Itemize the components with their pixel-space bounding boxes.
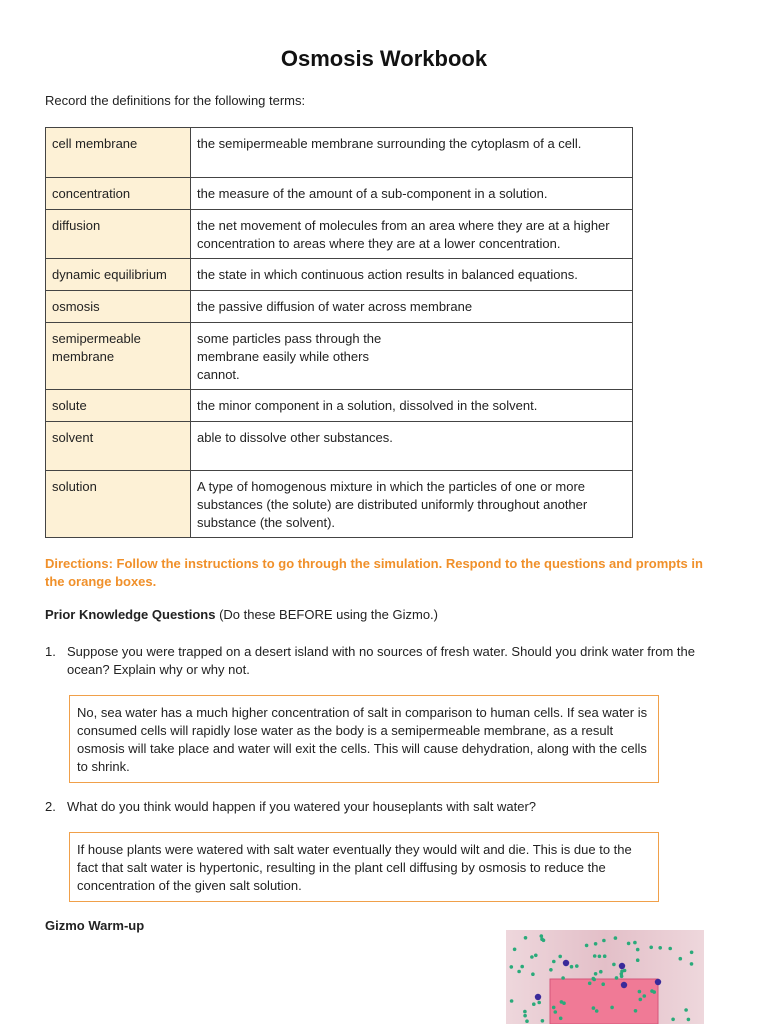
- definition-cell[interactable]: the passive diffusion of water across membrane: [191, 291, 633, 323]
- definition-cell[interactable]: the state in which continuous action results in balanced equations.: [191, 259, 633, 291]
- water-particle: [633, 941, 637, 945]
- term-cell: osmosis: [46, 291, 191, 323]
- water-particle: [595, 1009, 599, 1013]
- table-row: [46, 390, 633, 422]
- water-particle: [623, 969, 627, 973]
- answer-box-1[interactable]: No, sea water has a much higher concentration of salt in comparison to human cells. If sea water is consumed cells will rapidly lose water as the body is a semipermeable membrane, as a result osmosis will take place and water will exit the cells. This will cause dehydration, along with the cells to shrink.: [69, 695, 659, 783]
- directions-text: Directions: Follow the instructions to go through the simulation. Respond to the questions and prompts in the orange boxes.: [45, 556, 703, 589]
- prior-knowledge-heading: [45, 607, 438, 622]
- water-particle: [541, 1019, 545, 1023]
- water-particle: [570, 965, 574, 969]
- page-title: Osmosis Workbook: [280, 46, 488, 71]
- water-particle: [534, 954, 538, 958]
- term-cell: solvent: [46, 422, 191, 471]
- water-particle: [643, 994, 647, 998]
- water-particle: [560, 1000, 564, 1004]
- term-cell: concentration: [46, 178, 191, 210]
- water-particle: [588, 982, 592, 986]
- definition-text: some particles pass through the membrane easily while others cannot.: [197, 331, 382, 382]
- water-particle: [610, 1006, 614, 1010]
- definition-cell[interactable]: the minor component in a solution, dissolved in the solvent.: [191, 390, 633, 422]
- question-text: What do you think would happen if you watered your houseplants with salt water?: [67, 799, 536, 814]
- term-cell: dynamic equilibrium: [46, 259, 191, 291]
- water-particle: [620, 975, 624, 979]
- table-row: [46, 471, 633, 538]
- table-row: [46, 178, 633, 210]
- term-cell: solution: [46, 471, 191, 538]
- answer-box-2[interactable]: If house plants were watered with salt water eventually they would wilt and die. This is due to the fact that salt water is hypertonic, resulting in the plant cell diffusing by osmosis to reduce the concentration of the given salt solution.: [69, 832, 659, 902]
- definition-cell[interactable]: the measure of the amount of a sub-component in a solution.: [191, 178, 633, 210]
- water-particle: [585, 944, 589, 948]
- water-particle: [531, 972, 535, 976]
- water-particle: [559, 1017, 563, 1021]
- water-particle: [558, 955, 562, 959]
- water-particle: [594, 942, 598, 946]
- water-particle: [612, 963, 616, 967]
- question-number: 1.: [45, 644, 56, 659]
- question-text: Suppose you were trapped on a desert island with no sources of fresh water. Should you drink water from the ocean? Explain why or why not.: [67, 644, 695, 677]
- water-particle: [598, 955, 602, 959]
- definitions-intro: Record the definitions for the following terms:: [45, 93, 306, 108]
- question-number: 2.: [45, 799, 56, 814]
- water-particle: [540, 937, 544, 941]
- water-particle: [671, 1018, 675, 1022]
- water-particle: [523, 1010, 527, 1014]
- water-particle: [603, 954, 607, 958]
- term-cell: solute: [46, 390, 191, 422]
- water-particle: [575, 964, 579, 968]
- water-particle: [510, 965, 514, 969]
- water-particle: [627, 942, 631, 946]
- water-particle: [599, 970, 603, 974]
- water-particle: [634, 1009, 638, 1013]
- water-particle: [639, 998, 643, 1002]
- water-particle: [524, 936, 528, 940]
- water-particle: [649, 946, 653, 950]
- water-particle: [594, 972, 598, 976]
- water-particle: [517, 970, 521, 974]
- water-particle: [561, 976, 565, 980]
- water-particle: [593, 954, 597, 958]
- table-row: [46, 259, 633, 291]
- water-particle: [638, 990, 642, 994]
- water-particle: [540, 934, 544, 938]
- term-cell: semipermeable membrane: [46, 323, 191, 390]
- water-particle: [552, 960, 556, 964]
- table-row: [46, 323, 633, 390]
- water-particle: [602, 939, 606, 943]
- gizmo-warmup-heading: Gizmo Warm-up: [45, 918, 145, 933]
- water-particle: [636, 958, 640, 962]
- solute-particle: [655, 979, 661, 985]
- osmosis-simulation-image: [506, 930, 704, 1024]
- water-particle: [520, 965, 524, 969]
- table-row: [46, 422, 633, 471]
- solute-particle: [619, 963, 625, 969]
- water-particle: [690, 951, 694, 955]
- water-particle: [513, 948, 517, 952]
- table-row: [46, 210, 633, 259]
- solute-particle: [535, 994, 541, 1000]
- definition-cell[interactable]: able to dissolve other substances.: [191, 422, 633, 471]
- water-particle: [658, 946, 662, 950]
- prior-knowledge-note: (Do these BEFORE using the Gizmo.): [215, 607, 438, 622]
- solute-particle: [563, 960, 569, 966]
- water-particle: [684, 1008, 688, 1012]
- term-cell: cell membrane: [46, 128, 191, 178]
- water-particle: [592, 1006, 596, 1010]
- water-particle: [601, 982, 605, 986]
- water-particle: [614, 936, 618, 940]
- question-2: [45, 798, 715, 816]
- term-cell: diffusion: [46, 210, 191, 259]
- water-particle: [636, 948, 640, 952]
- water-particle: [615, 976, 619, 980]
- definitions-table: [45, 127, 633, 538]
- water-particle: [668, 947, 672, 951]
- water-particle: [552, 1006, 556, 1010]
- water-particle: [554, 1010, 558, 1014]
- definition-cell[interactable]: the net movement of molecules from an area where they are at a higher concentration to areas where they are at a lower concentration.: [191, 210, 633, 259]
- solute-particle: [621, 982, 627, 988]
- definition-cell[interactable]: A type of homogenous mixture in which the particles of one or more substances (the solute) are distributed uniformly throughout another substance (the solvent).: [191, 471, 633, 538]
- question-1: [45, 643, 715, 679]
- water-particle: [679, 957, 683, 961]
- definition-cell[interactable]: [191, 323, 633, 390]
- prior-knowledge-title: Prior Knowledge Questions: [45, 607, 216, 622]
- water-particle: [525, 1019, 529, 1023]
- water-particle: [537, 1001, 541, 1005]
- water-particle: [690, 962, 694, 966]
- water-particle: [510, 999, 514, 1003]
- water-particle: [532, 1002, 536, 1006]
- water-particle: [592, 977, 596, 981]
- water-particle: [650, 989, 654, 993]
- water-particle: [549, 968, 553, 972]
- table-row: [46, 291, 633, 323]
- table-row: [46, 128, 633, 178]
- water-particle: [523, 1014, 527, 1018]
- water-particle: [687, 1018, 691, 1022]
- definition-cell[interactable]: the semipermeable membrane surrounding the cytoplasm of a cell.: [191, 128, 633, 178]
- water-particle: [530, 955, 534, 959]
